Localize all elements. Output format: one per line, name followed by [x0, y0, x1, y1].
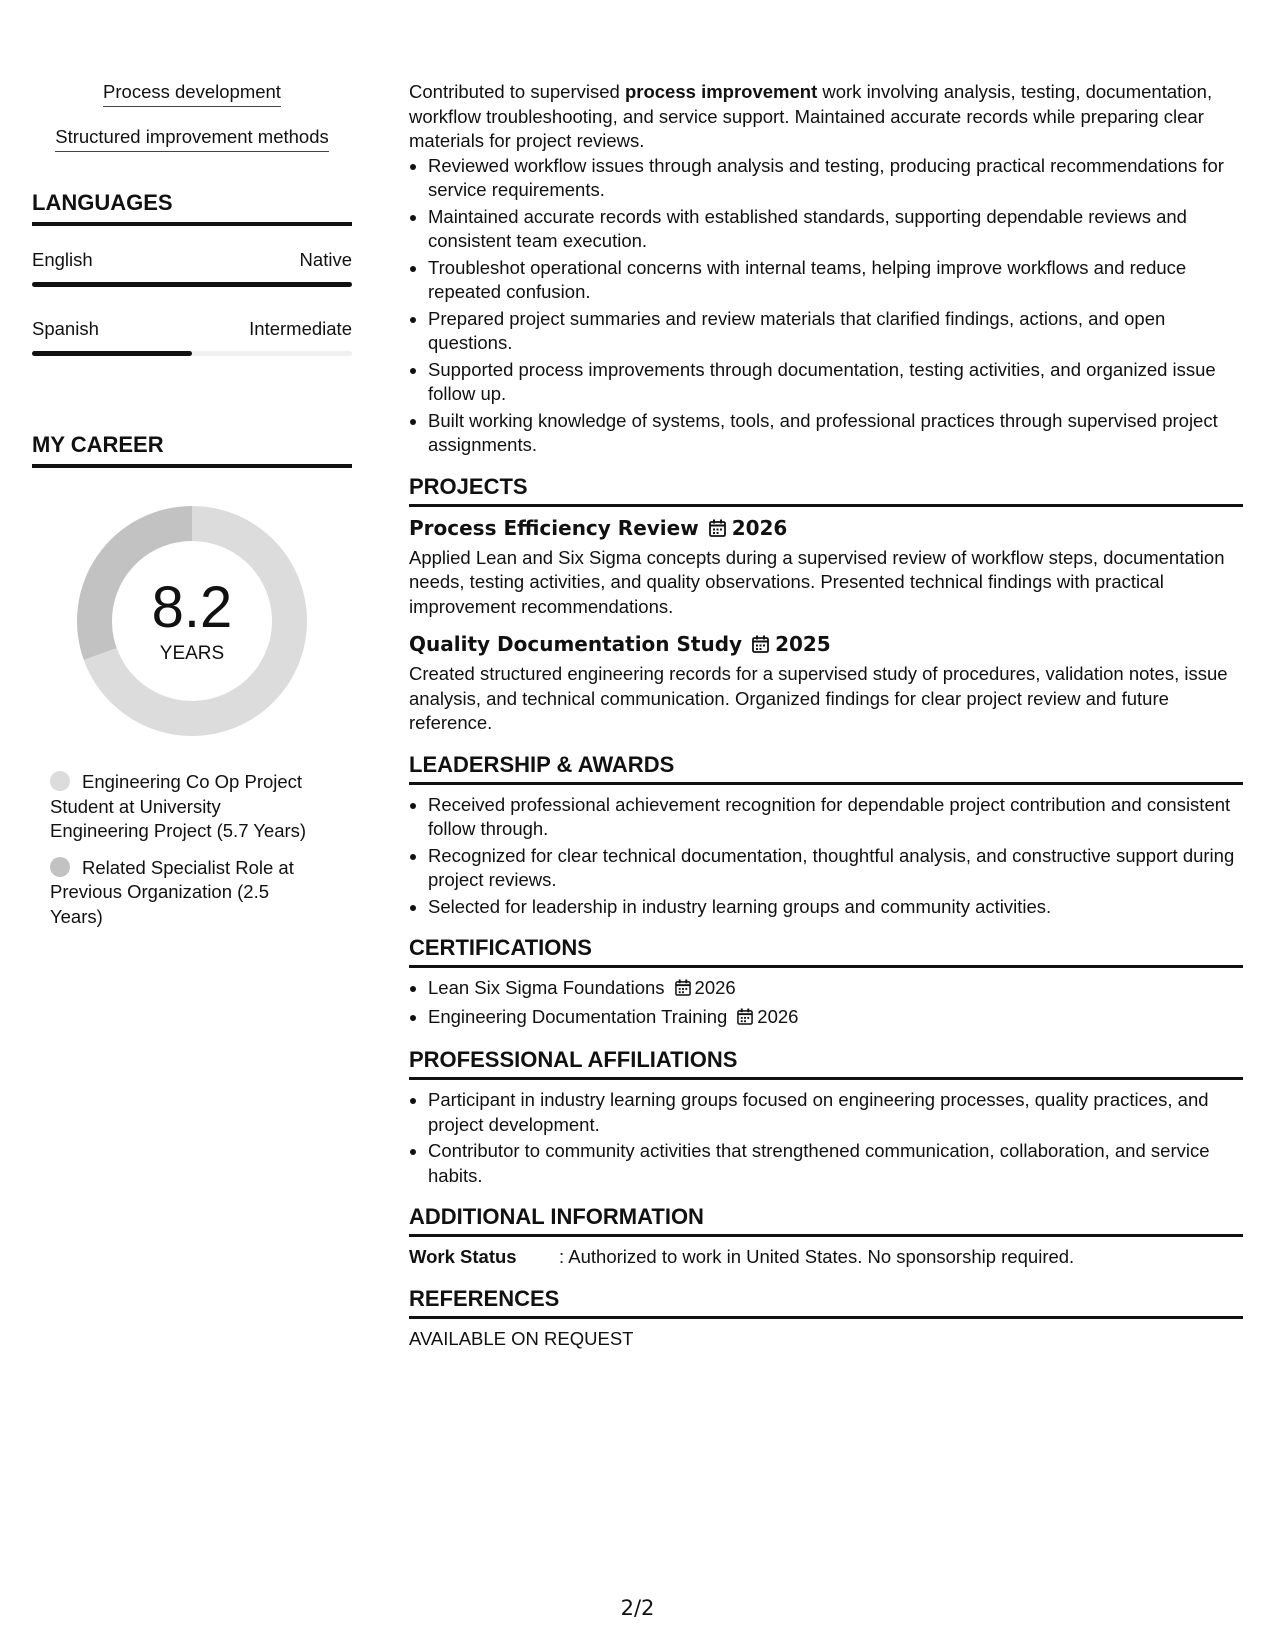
experience-section — [409, 80, 1243, 458]
affiliations-bullets — [409, 1088, 1243, 1188]
references-text: AVAILABLE ON REQUEST — [409, 1327, 634, 1349]
career-legend-item — [50, 770, 320, 844]
language-proficiency-bar — [32, 351, 352, 356]
languages-heading: LANGUAGES — [32, 190, 352, 226]
language-name: Spanish — [32, 318, 99, 339]
project-year: 2026 — [731, 515, 788, 540]
calendar-icon — [675, 978, 691, 1003]
career-legend-item — [50, 856, 320, 930]
certification-year: 2026 — [757, 1005, 799, 1027]
list-item: • Built working knowledge of systems, tools, and professional practices through supervised project assignments. — [428, 409, 1243, 458]
languages-section — [32, 190, 352, 356]
project-title-row — [409, 631, 1243, 659]
certification-name: Engineering Documentation Training — [428, 1005, 728, 1027]
experience-summary — [409, 80, 1243, 154]
certification-name: Lean Six Sigma Foundations — [428, 977, 665, 998]
project-item — [409, 631, 1243, 736]
project-item — [409, 515, 1243, 620]
language-name: English — [32, 249, 93, 270]
summary-text: Contributed to supervised — [409, 81, 625, 102]
career-years-unit: YEARS — [159, 643, 225, 664]
list-item: • Recognized for clear technical documentation, thoughtful analysis, and constructive support during project reviews. — [428, 844, 1243, 893]
certification-item — [428, 976, 1243, 1003]
project-title: Quality Documentation Study — [409, 632, 743, 656]
leadership-bullets — [409, 793, 1243, 920]
career-legend-label: Related Specialist Role at Previous Organization (2.5 Years) — [50, 856, 294, 927]
affiliations-heading: PROFESSIONAL AFFILIATIONS — [409, 1047, 1243, 1080]
certifications-list — [409, 976, 1243, 1031]
additional-info-section — [409, 1204, 1243, 1270]
language-proficiency-fill — [32, 351, 192, 356]
list-item: • Maintained accurate records with established standards, supporting dependable reviews and consistent team execution. — [428, 205, 1243, 254]
list-item: • Troubleshot operational concerns with internal teams, helping improve workflows and reduce repeated confusion. — [428, 256, 1243, 305]
career-section — [32, 432, 352, 929]
project-year: 2025 — [775, 632, 831, 656]
experience-bullets — [409, 154, 1243, 458]
calendar-icon — [737, 1007, 753, 1032]
references-heading: REFERENCES — [409, 1286, 1243, 1319]
career-legend — [32, 770, 352, 929]
list-item: • Participant in industry learning groups focused on engineering processes, quality practices, and project development. — [428, 1088, 1243, 1137]
calendar-icon — [709, 517, 726, 543]
list-item: • Contributor to community activities that strengthened communication, collaboration, and service habits. — [428, 1139, 1243, 1188]
list-item: • Reviewed workflow issues through analysis and testing, producing practical recommendations for service requirements. — [428, 154, 1243, 203]
projects-heading: PROJECTS — [409, 474, 1243, 507]
project-title: Process Efficiency Review — [409, 515, 699, 540]
language-level: Native — [299, 249, 352, 270]
project-title-row — [409, 515, 1243, 543]
additional-info-heading: ADDITIONAL INFORMATION — [409, 1204, 1243, 1237]
certifications-heading: CERTIFICATIONS — [409, 935, 1243, 968]
language-proficiency-fill — [32, 282, 352, 287]
right-column — [409, 80, 1243, 1351]
work-status-value: : Authorized to work in United States. No sponsorship required. — [559, 1246, 1075, 1267]
summary-bold-text: process improvement — [624, 81, 818, 102]
career-total-years: 8.2 — [151, 575, 233, 640]
language-item — [32, 248, 352, 287]
legend-dot — [50, 857, 70, 877]
certification-year: 2026 — [694, 977, 736, 998]
left-column — [32, 80, 352, 929]
summary-text: work involving analysis, testing, documentation, workflow troubleshooting, and service support. Maintained accurate records while preparing clear materials for project reviews. — [409, 81, 1213, 151]
list-item: • Prepared project summaries and review materials that clarified findings, actions, and open questions. — [428, 307, 1243, 356]
language-proficiency-bar — [32, 282, 352, 287]
list-item: • Received professional achievement recognition for dependable project contribution and consistent follow through. — [428, 793, 1243, 842]
leadership-heading: LEADERSHIP & AWARDS — [409, 752, 1243, 785]
affiliations-section — [409, 1047, 1243, 1188]
skill-tag: Process development — [103, 80, 281, 107]
list-item: • Supported process improvements through documentation, testing activities, and organized issue follow up. — [428, 358, 1243, 407]
calendar-icon — [752, 633, 769, 659]
list-item: • Selected for leadership in industry learning groups and community activities. — [428, 895, 1243, 920]
references-section — [409, 1286, 1243, 1352]
language-level: Intermediate — [249, 318, 352, 339]
projects-section — [409, 474, 1243, 736]
career-legend-label: Engineering Co Op Project Student at University Engineering Project (5.7 Years) — [50, 771, 307, 841]
project-description: Applied Lean and Six Sigma concepts during a supervised review of workflow steps, documentation needs, testing activities, and quality observations. Presented technical findings with practical improvement recommendations. — [409, 546, 1225, 617]
legend-dot — [50, 771, 70, 791]
page-number: 2/2 — [620, 1596, 655, 1620]
certification-item — [428, 1005, 1243, 1032]
skills-list — [32, 80, 352, 152]
career-heading: MY CAREER — [32, 432, 352, 468]
career-donut-chart — [77, 506, 307, 736]
work-status-row — [409, 1245, 1243, 1270]
project-description: Created structured engineering records for a supervised study of procedures, validation notes, issue analysis, and technical communication. Organized findings for clear project review and future reference. — [409, 663, 1228, 733]
work-status-label: Work Status — [409, 1246, 517, 1267]
skill-tag: Structured improvement methods — [55, 125, 329, 152]
language-item — [32, 317, 352, 356]
certifications-section — [409, 935, 1243, 1031]
leadership-section — [409, 752, 1243, 920]
